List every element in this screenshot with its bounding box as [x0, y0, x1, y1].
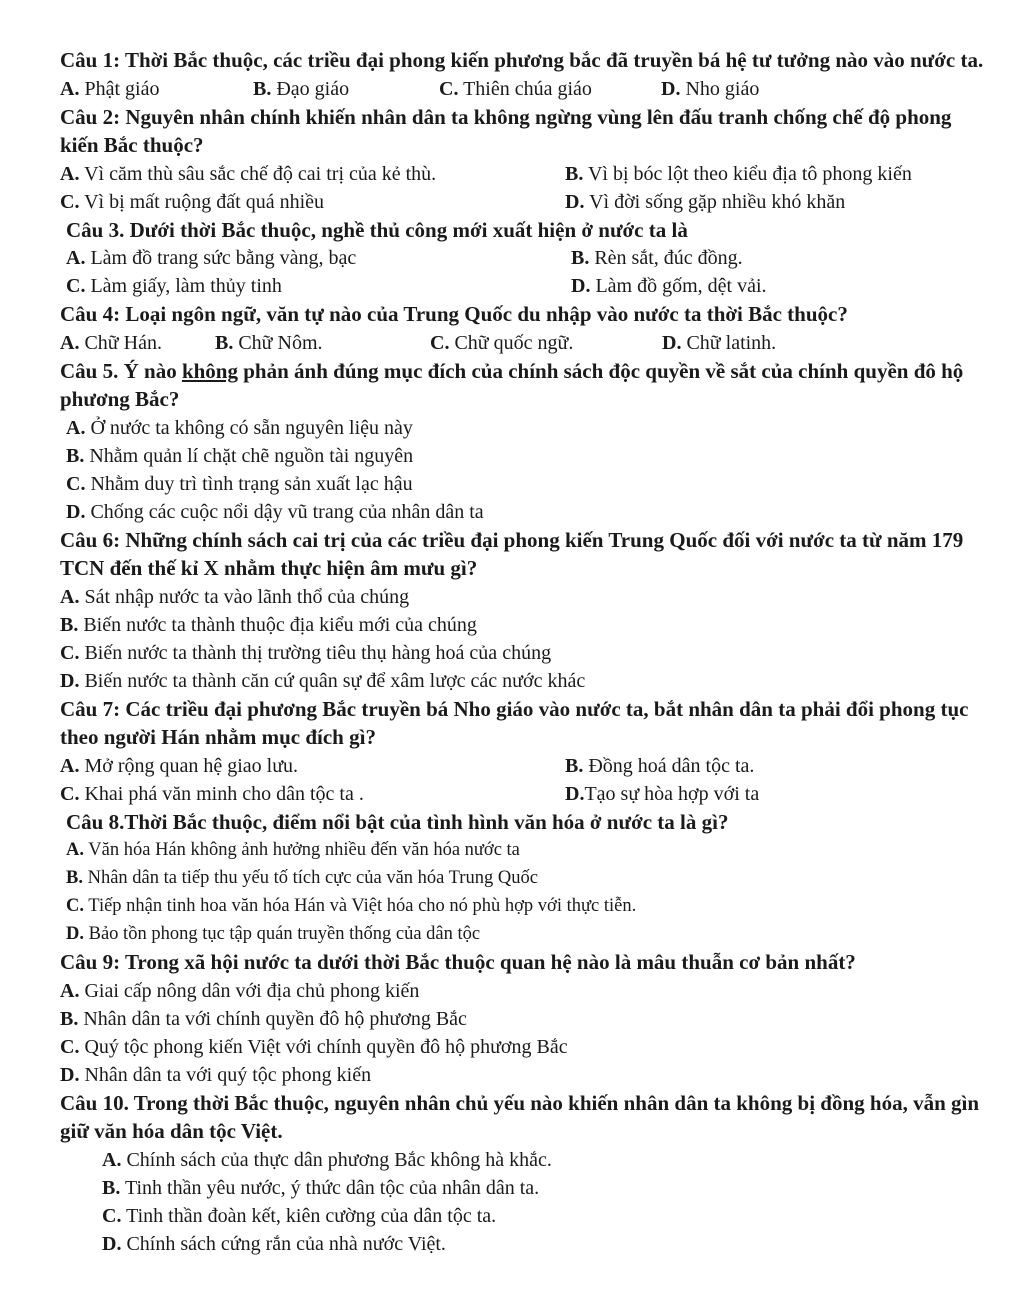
question-stem: Câu 5. Ý nào không phản ánh đúng mục đích của chính sách độc quyền về sắt của chính quyền đô hộ phương Bắc? [60, 358, 964, 411]
question-9 [60, 948, 994, 1089]
option-d[interactable]: D. Biến nước ta thành căn cứ quân sự để xâm lược các nước khác [60, 669, 586, 692]
options [60, 160, 994, 216]
option-c[interactable]: C. Quý tộc phong kiến Việt với chính quyền đô hộ phương Bắc [60, 1035, 568, 1058]
option-d[interactable]: D. Nho giáo [661, 77, 760, 100]
option-b[interactable]: B. Tinh thần yêu nước, ý thức dân tộc của nhân dân ta. [102, 1176, 540, 1199]
question-stem: Câu 3. Dưới thời Bắc thuộc, nghề thủ công mới xuất hiện ở nước ta là [66, 217, 688, 242]
option-b[interactable]: B. Nhân dân ta với chính quyền đô hộ phương Bắc [60, 1007, 467, 1030]
question-7 [60, 695, 994, 808]
option-a[interactable]: A. Làm đồ trang sức bằng vàng, bạc [66, 247, 357, 269]
option-c[interactable]: C. Vì bị mất ruộng đất quá nhiều [60, 190, 325, 213]
option-a[interactable]: A. Giai cấp nông dân với địa chủ phong kiến [60, 979, 420, 1002]
option-b[interactable]: B. Rèn sắt, đúc đồng. [571, 247, 743, 269]
options [60, 977, 994, 1089]
option-a[interactable]: A. Sát nhập nước ta vào lãnh thổ của chúng [60, 585, 410, 608]
option-b[interactable]: B. Nhằm quản lí chặt chẽ nguồn tài nguyên [66, 444, 414, 467]
question-stem: Câu 6: Những chính sách cai trị của các triều đại phong kiến Trung Quốc đối với nước ta từ năm 179 TCN đến thế kỉ X nhằm thực hiện âm mưu gì? [60, 527, 964, 580]
question-3 [60, 216, 994, 301]
option-c[interactable]: C. Tiếp nhận tinh hoa văn hóa Hán và Việt hóa cho nó phù hợp với thực tiễn. [66, 896, 637, 916]
option-b[interactable]: B. Vì bị bóc lột theo kiểu địa tô phong kiến [565, 162, 912, 185]
option-c[interactable]: C. Nhằm duy trì tình trạng sản xuất lạc hậu [66, 472, 413, 495]
option-d[interactable]: D. Nhân dân ta với quý tộc phong kiến [60, 1063, 372, 1086]
question-stem: Câu 4: Loại ngôn ngữ, văn tự nào của Trung Quốc du nhập vào nước ta thời Bắc thuộc? [60, 302, 848, 326]
option-a[interactable]: A. Mở rộng quan hệ giao lưu. [60, 754, 299, 777]
question-stem: Câu 10. Trong thời Bắc thuộc, nguyên nhân chủ yếu nào khiến nhân dân ta không bị đồng hóa, vẫn gìn giữ văn hóa dân tộc Việt. [60, 1090, 980, 1143]
question-stem: Câu 2: Nguyên nhân chính khiến nhân dân ta không ngừng vùng lên đấu tranh chống chế độ phong kiến Bắc thuộc? [60, 104, 952, 157]
option-d[interactable]: D.Tạo sự hòa hợp với ta [565, 782, 760, 805]
options [60, 752, 994, 808]
option-a[interactable]: A. Ở nước ta không có sẵn nguyên liệu này [66, 416, 413, 439]
question-4 [60, 300, 994, 357]
question-10 [60, 1089, 994, 1258]
question-stem: Câu 7: Các triều đại phương Bắc truyền bá Nho giáo vào nước ta, bắt nhân dân ta phải đổi phong tục theo người Hán nhằm mục đích gì? [60, 696, 969, 749]
question-stem: Câu 9: Trong xã hội nước ta dưới thời Bắc thuộc quan hệ nào là mâu thuẫn cơ bản nhất? [60, 950, 856, 974]
option-d[interactable]: D. Vì đời sống gặp nhiều khó khăn [565, 190, 846, 213]
option-d[interactable]: D. Bảo tồn phong tục tập quán truyền thống của dân tộc [66, 924, 481, 944]
option-c[interactable]: C. Biến nước ta thành thị trường tiêu thụ hàng hoá của chúng [60, 641, 552, 664]
options [66, 836, 994, 948]
option-c[interactable]: C. Làm giấy, làm thủy tinh [66, 275, 282, 297]
option-c[interactable]: C. Khai phá văn minh cho dân tộc ta . [60, 782, 364, 805]
option-b[interactable]: B. Đạo giáo [253, 77, 350, 100]
options [60, 329, 994, 357]
option-a[interactable]: A. Chính sách của thực dân phương Bắc không hà khắc. [102, 1148, 552, 1171]
question-8 [60, 808, 994, 949]
emphasis-underline: không [181, 358, 238, 383]
options [60, 414, 994, 526]
option-b[interactable]: B. Chữ Nôm. [215, 331, 323, 354]
option-b[interactable]: B. Đồng hoá dân tộc ta. [565, 754, 755, 777]
option-b[interactable]: B. Biến nước ta thành thuộc địa kiểu mới của chúng [60, 613, 477, 636]
option-d[interactable]: D. Làm đồ gốm, dệt vải. [571, 275, 767, 297]
option-c[interactable]: C. Chữ quốc ngữ. [430, 331, 574, 354]
question-stem: Câu 8.Thời Bắc thuộc, điểm nổi bật của tình hình văn hóa ở nước ta là gì? [66, 809, 729, 834]
option-a[interactable]: A. Vì căm thù sâu sắc chế độ cai trị của kẻ thù. [60, 162, 437, 185]
option-c[interactable]: C. Thiên chúa giáo [439, 77, 592, 100]
option-d[interactable]: D. Chống các cuộc nổi dậy vũ trang của nhân dân ta [66, 500, 484, 523]
question-stem: Câu 1: Thời Bắc thuộc, các triều đại phong kiến phương bắc đã truyền bá hệ tư tưởng nào vào nước ta. [60, 48, 984, 72]
option-a[interactable]: A. Văn hóa Hán không ảnh hưởng nhiều đến văn hóa nước ta [66, 840, 520, 860]
options [66, 244, 994, 300]
question-5 [60, 357, 994, 526]
options [60, 583, 994, 695]
options [60, 75, 994, 103]
options [60, 1146, 994, 1258]
option-b[interactable]: B. Nhân dân ta tiếp thu yếu tố tích cực của văn hóa Trung Quốc [66, 868, 538, 888]
question-6 [60, 526, 994, 695]
option-a[interactable]: A. Phật giáo [60, 77, 160, 100]
option-d[interactable]: D. Chữ latinh. [662, 331, 777, 354]
option-d[interactable]: D. Chính sách cứng rắn của nhà nước Việt. [102, 1232, 446, 1255]
question-2 [60, 103, 994, 216]
option-a[interactable]: A. Chữ Hán. [60, 331, 162, 354]
question-1 [60, 46, 994, 103]
option-c[interactable]: C. Tinh thần đoàn kết, kiên cường của dân tộc ta. [102, 1204, 497, 1227]
